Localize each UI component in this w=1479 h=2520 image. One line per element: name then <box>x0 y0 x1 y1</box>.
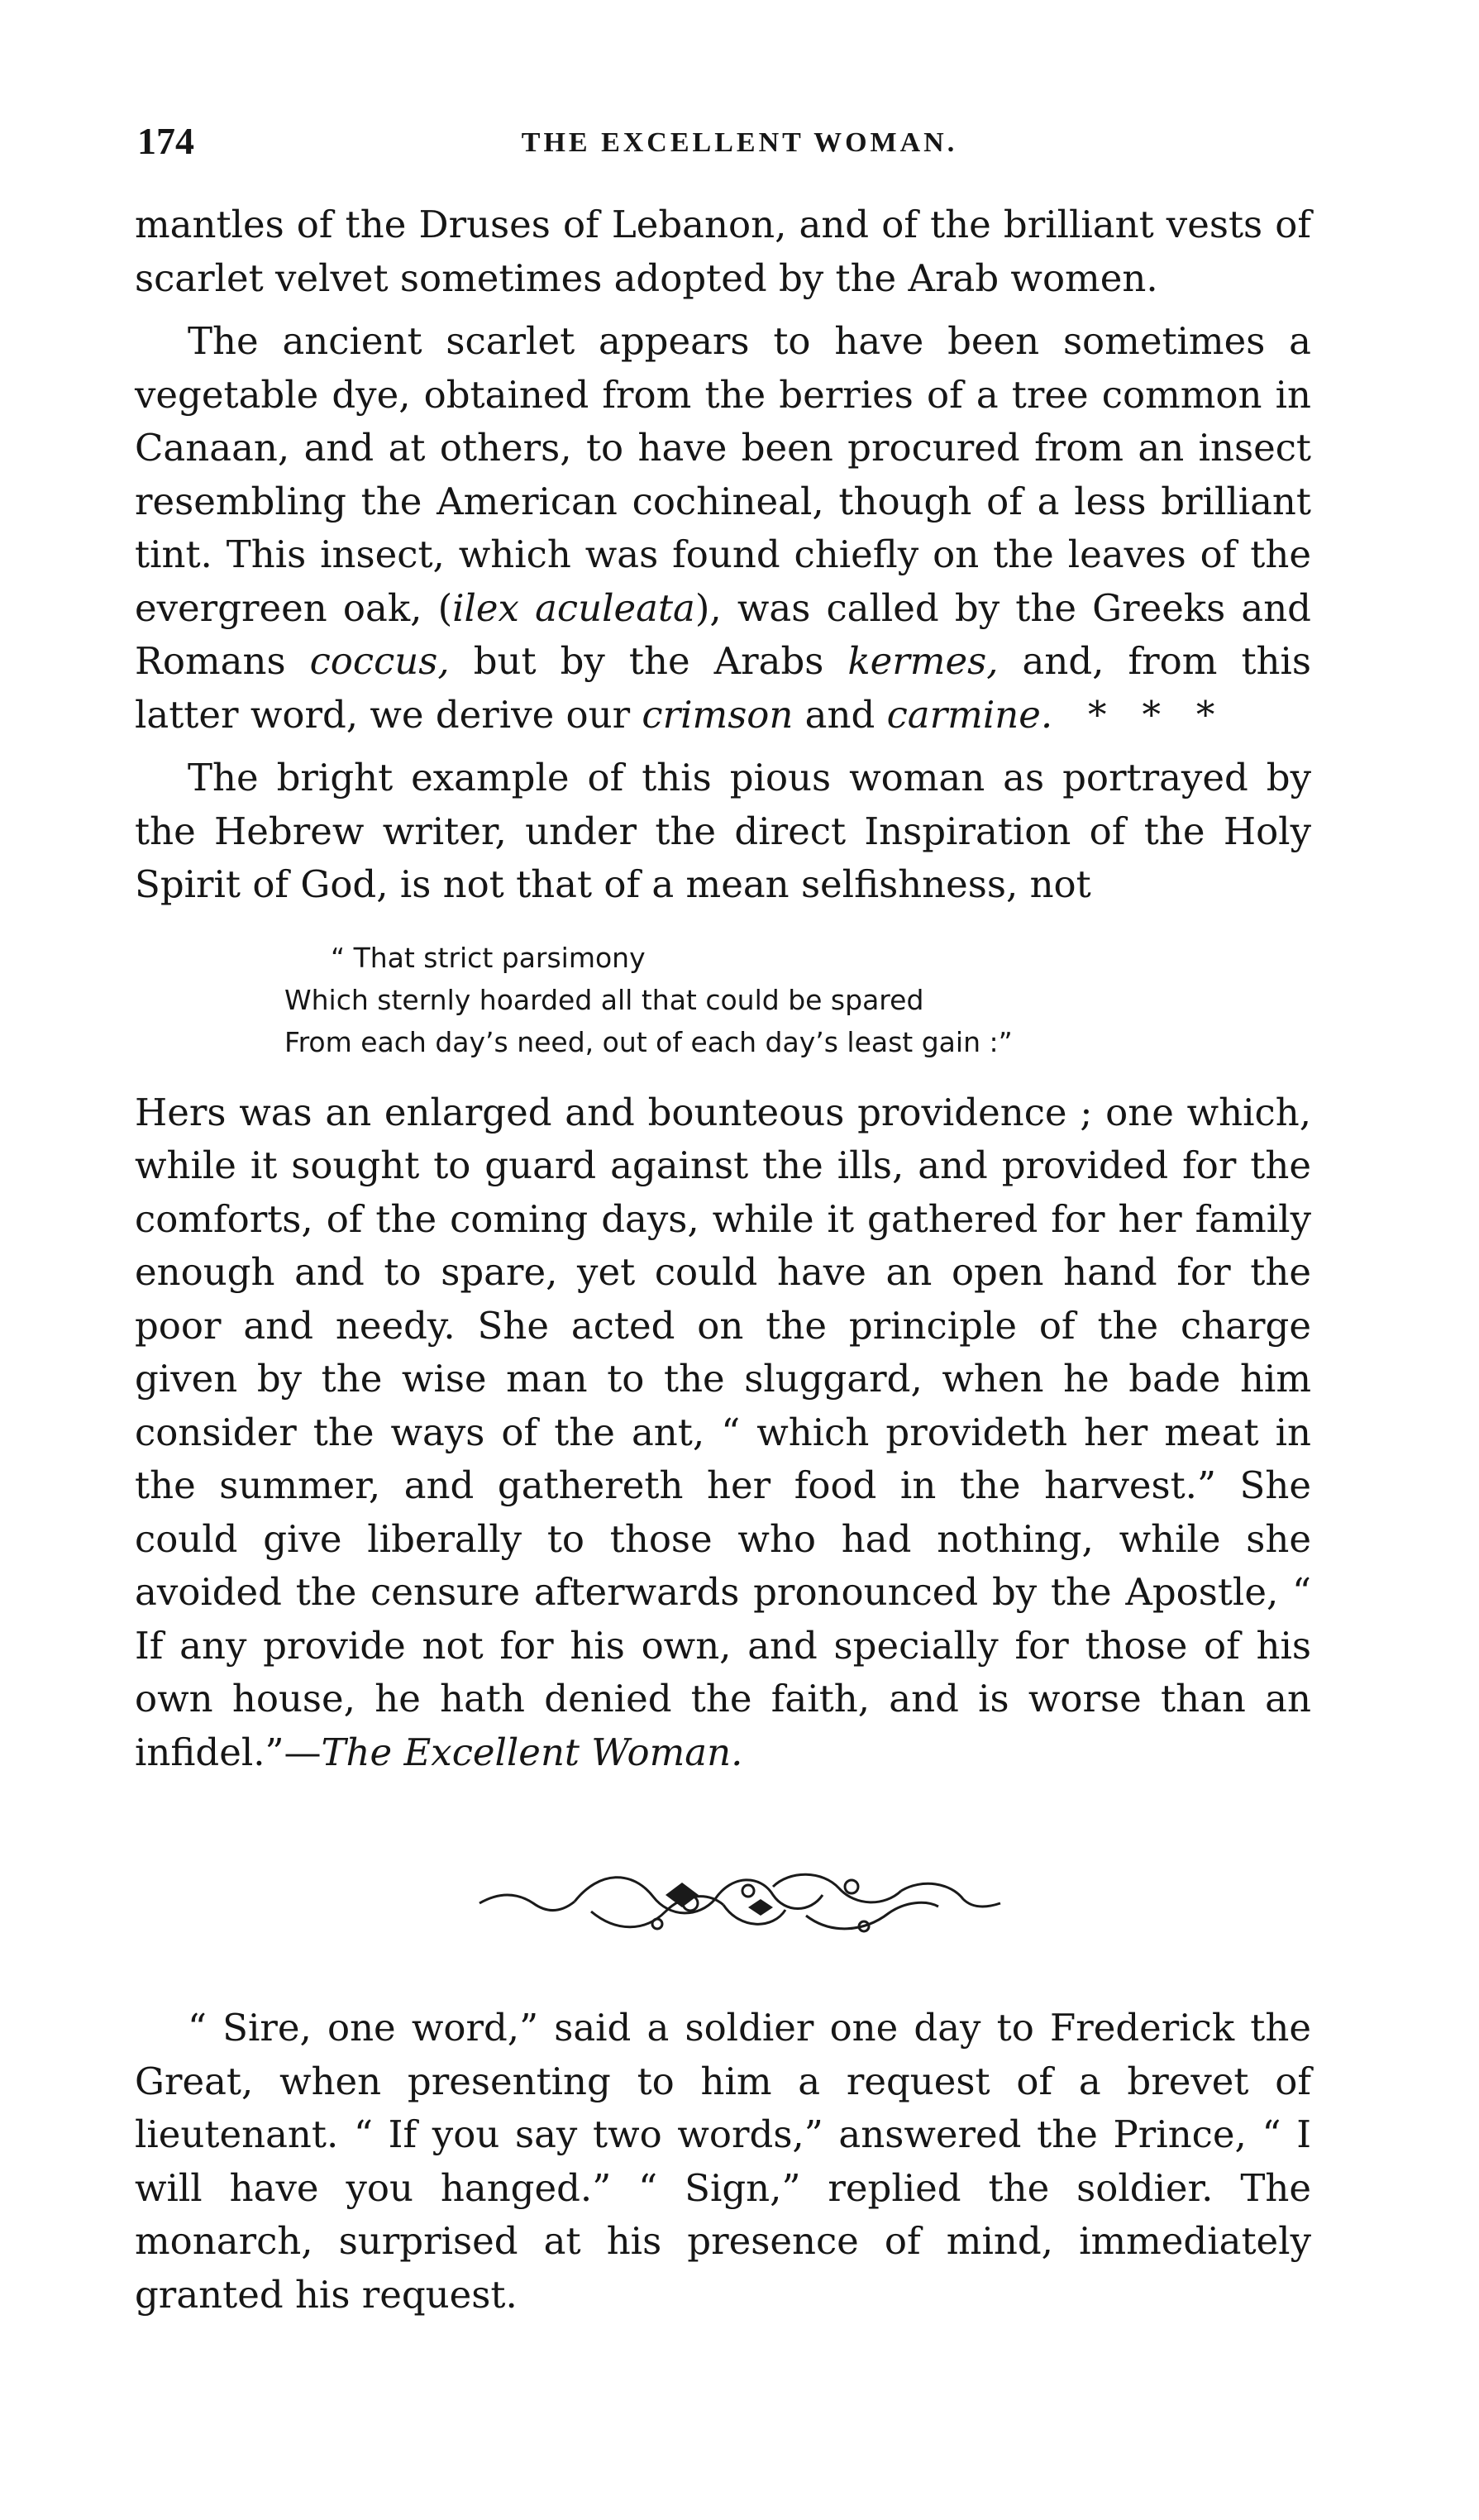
paragraph-example: The bright example of this pious woman as portrayed by the Hebrew writer, under the direct Inspiration of the Holy Spirit of God, is not that of a mean selfishness, not <box>135 756 1311 906</box>
text-segment: The ancient scarlet appears to have been sometimes a vegetable dye, obtained from the berries of a tree common in Canaan, and at others, to have been procured from an insect resembling the American cochineal, though of a less brilliant tint. This insect, which was found chiefly on the leaves of the evergreen oak, ( <box>135 319 1311 630</box>
main-text <box>135 198 1311 1779</box>
paragraph-scarlet <box>135 315 1311 742</box>
paragraph-frederick: “ Sire, one word,” said a soldier one day to Frederick the Great, when presenting to him a request of a brevet of lieutenant. “ If you say two words,” answered the Prince, “ I will have you hanged.” “ Sign,” replied the soldier. The monarch, surprised at his presence of mind, immediately granted his request. <box>135 2006 1311 2317</box>
anecdote-paragraph <box>135 2002 1311 2322</box>
text-segment: and <box>793 692 887 737</box>
asterisks: * * * <box>1052 692 1215 737</box>
italic-term: kermes, <box>847 639 999 683</box>
page-number: 174 <box>137 120 194 162</box>
text-segment: but by the Arabs <box>449 639 848 683</box>
italic-term: crimson <box>642 692 794 737</box>
verse-quotation <box>284 937 1311 1063</box>
paragraph-continuation: mantles of the Druses of Lebanon, and of the brilliant vests of scarlet velvet sometimes adopted by the Arab women. <box>135 203 1311 300</box>
source-citation: The Excellent Woman. <box>321 1730 743 1774</box>
running-title: THE EXCELLENT WOMAN. <box>521 127 958 158</box>
italic-term: carmine. <box>886 692 1053 737</box>
italic-term: ilex aculeata <box>452 585 695 630</box>
verse-line: Which sternly hoarded all that could be spared <box>284 983 924 1016</box>
verse-line: “ That strict parsimony <box>331 941 646 974</box>
text-segment: Hers was an enlarged and bounteous providence ; one which, while it sought to guard against the ills, and provided for the comforts, of the coming days, while it gathered for her family enough and to spare, yet could have an open hand for the poor and needy. She acted on the principle of the charge given by the wise man to the sluggard, when he bade him consider the ways of the ant, “ which provideth her meat in the summer, and gathereth her food in the harvest.” She could give liberally to those who had nothing, while she avoided the censure afterwards pronounced by the Apostle, “ If any provide not for his own, and specially for those of his own house, he hath denied the faith, and is worse than an infidel.”— <box>135 1090 1311 1774</box>
text-segment: ), was called by the Greeks and Romans <box>135 585 1311 683</box>
italic-term: coccus, <box>309 639 450 683</box>
paragraph-providence <box>135 1086 1311 1780</box>
ornament-divider <box>475 1854 1004 1953</box>
text-segment: and, from this latter word, we derive our <box>135 639 1311 737</box>
verse-line: From each day’s need, out of each day’s least gain :” <box>284 1025 1013 1058</box>
